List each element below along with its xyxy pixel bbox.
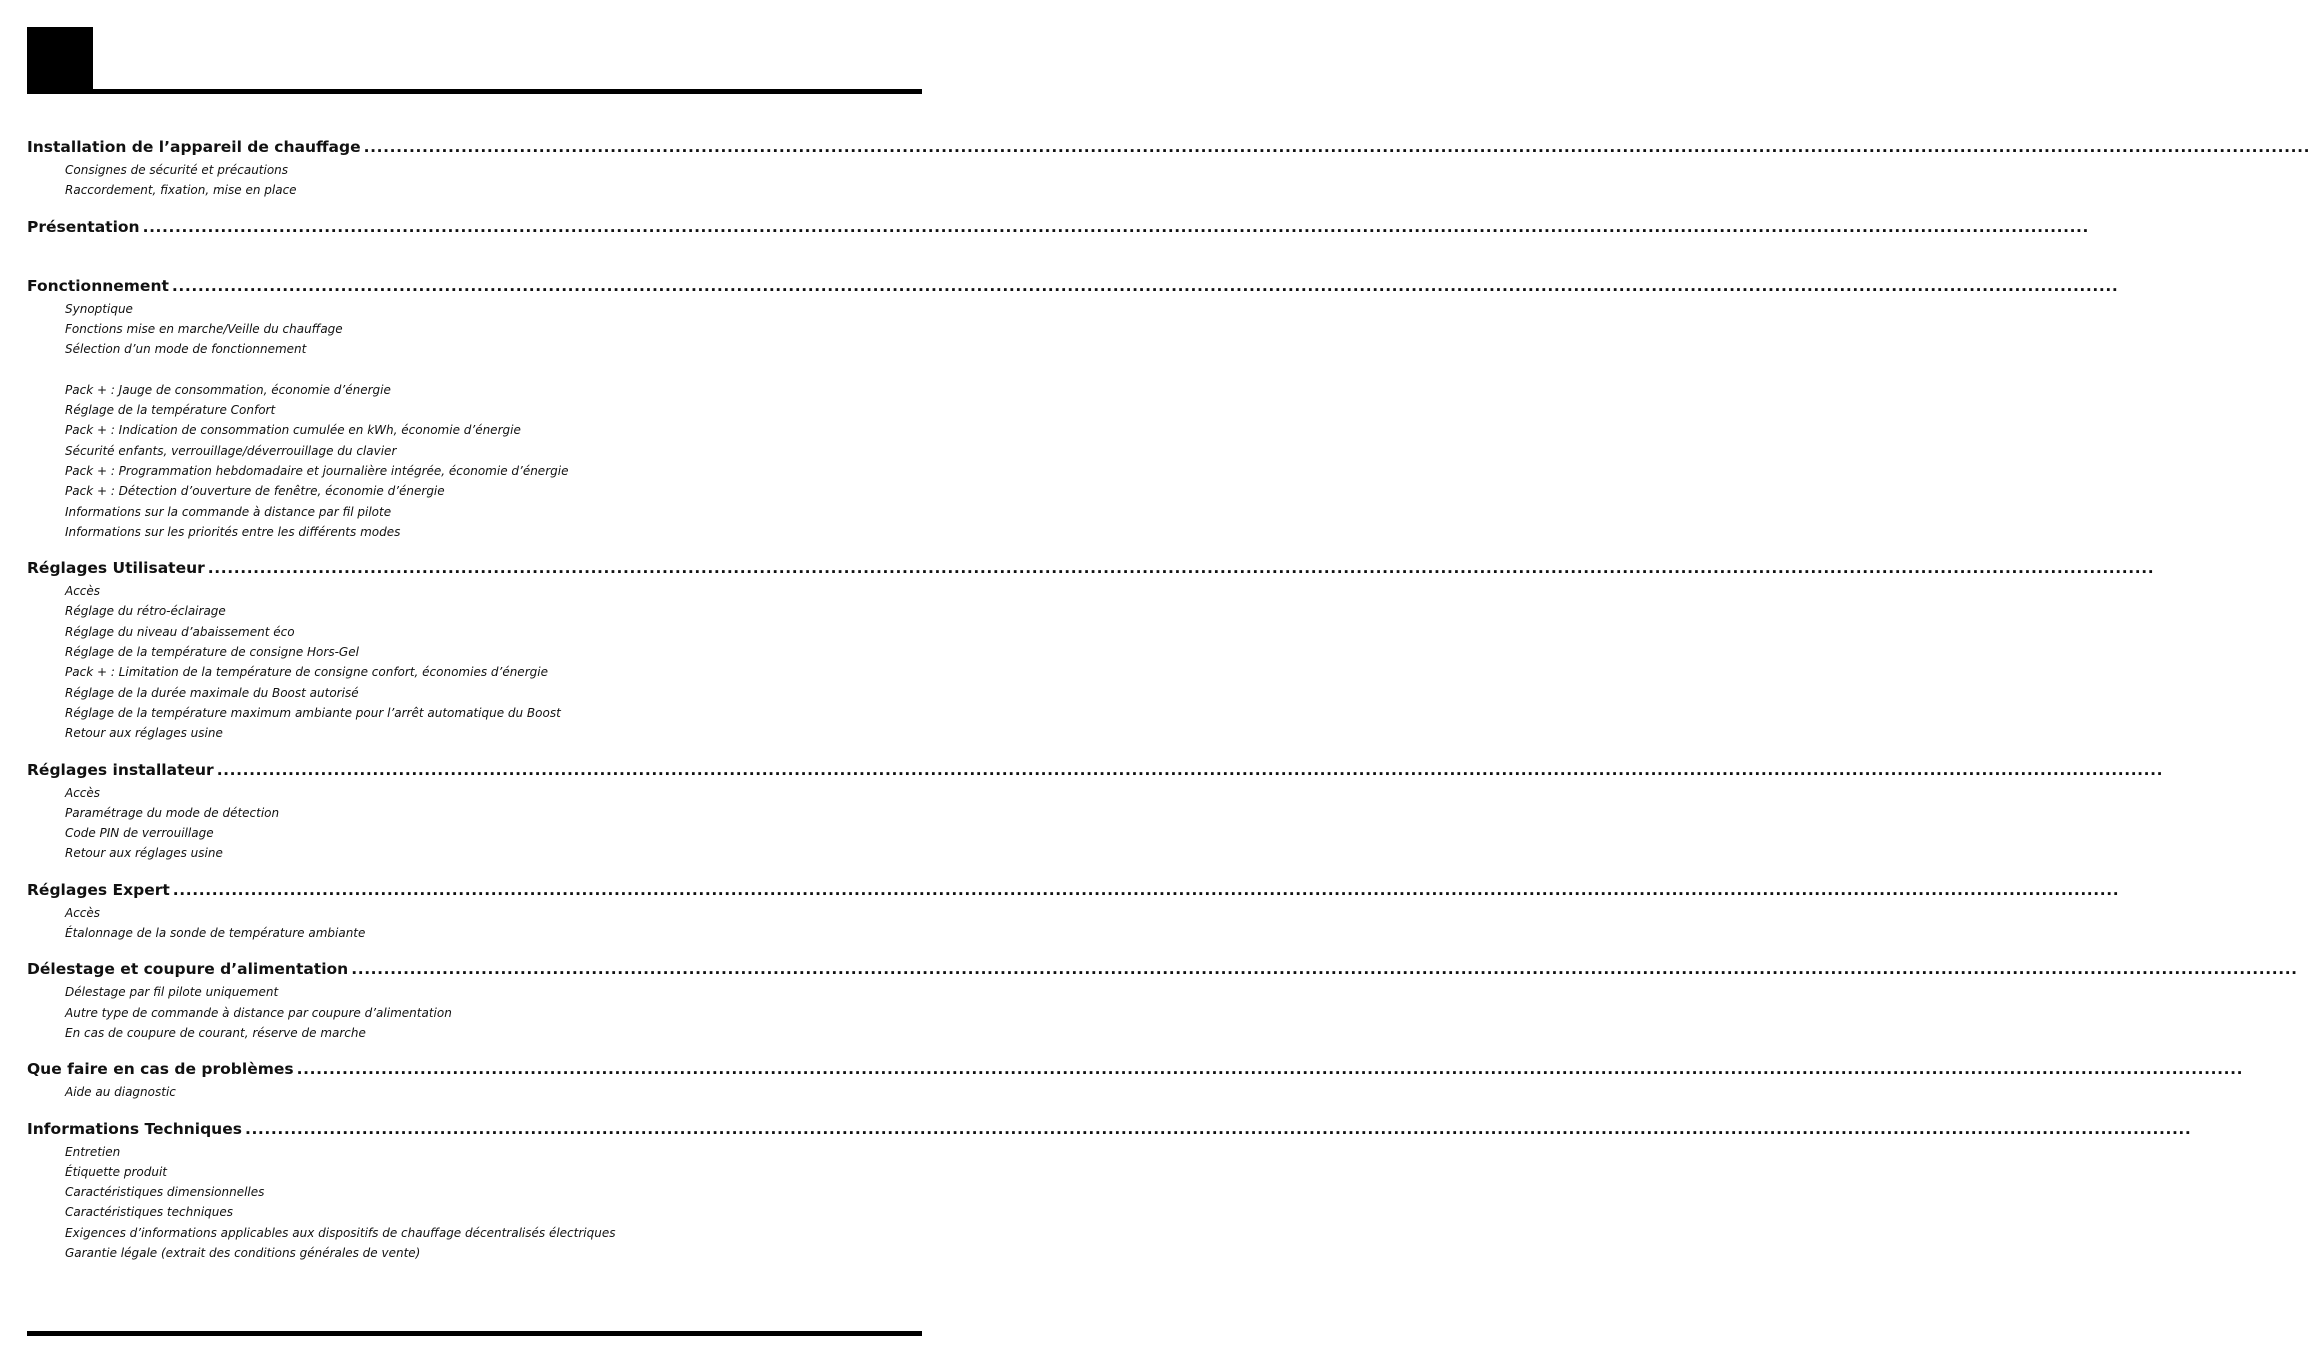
toc-subitem[interactable]: Sélection d’un mode de fonctionnement — [65, 342, 307, 357]
toc-section — [27, 217, 2090, 240]
toc-subitem[interactable]: Synoptique — [65, 301, 133, 316]
toc-spacer — [65, 359, 902, 379]
toc-heading-label: Présentation — [27, 217, 140, 236]
toc-subitem[interactable]: Étalonnage de la sonde de température ambiante — [65, 926, 366, 941]
toc-subitem[interactable]: Pack + : Limitation de la température de consigne confort, économies d’énergie — [65, 665, 548, 680]
toc-subitem[interactable]: Autre type de commande à distance par coupure d’alimentation — [65, 1005, 452, 1020]
toc-subitem[interactable]: Retour aux réglages usine — [65, 726, 223, 741]
toc-subitem[interactable]: Accès — [65, 905, 101, 920]
toc-heading[interactable] — [27, 276, 2119, 299]
toc-subitem[interactable]: Accès — [65, 584, 101, 599]
toc-subitem[interactable]: Caractéristiques techniques — [65, 1205, 234, 1220]
toc-subitem[interactable]: Garantie légale (extrait des conditions générales de vente) — [65, 1245, 421, 1260]
toc-heading[interactable] — [27, 1119, 2192, 1142]
toc-heading-label: Délestage et coupure d’alimentation — [27, 960, 349, 979]
toc-section — [27, 1060, 2244, 1102]
toc-heading[interactable] — [27, 760, 2164, 783]
toc-heading[interactable] — [27, 217, 2090, 240]
toc-subitem[interactable]: Réglage de la température maximum ambiante pour l’arrêt automatique du Boost — [65, 705, 561, 720]
toc-heading-label: Réglages installateur — [27, 760, 214, 779]
toc-subitem[interactable]: Pack + : Jauge de consommation, économie d’énergie — [65, 382, 391, 397]
dot-leader: ............................................................................................................................................................................................................................................................................................................ — [363, 138, 2310, 156]
header-rule — [27, 89, 922, 94]
toc-section — [27, 880, 2120, 944]
toc-subitem[interactable]: Réglage de la température Confort — [65, 403, 276, 418]
toc-subitem[interactable]: Réglage de la durée maximale du Boost autorisé — [65, 685, 359, 700]
toc-subitems — [27, 1142, 902, 1264]
toc-section — [27, 276, 2119, 543]
toc-heading[interactable] — [27, 138, 2310, 160]
toc-subitems — [27, 1082, 902, 1102]
toc-subitem[interactable]: Fonctions mise en marche/Veille du chauffage — [65, 321, 343, 336]
toc-heading-label: Fonctionnement — [27, 276, 169, 295]
dot-leader: ............................................................................................................................................................................................................................................................................................................ — [142, 217, 2090, 236]
toc-subitem[interactable]: Paramétrage du mode de détection — [65, 805, 280, 820]
toc-section — [27, 760, 2164, 864]
dot-leader: ............................................................................................................................................................................................................................................................................................................ — [351, 960, 2298, 979]
toc-subitem[interactable]: Entretien — [65, 1144, 121, 1159]
toc-subitem[interactable]: Réglage du rétro-éclairage — [65, 604, 226, 619]
toc-subitems — [27, 299, 902, 543]
toc-heading[interactable] — [27, 1060, 2244, 1082]
toc-subitem[interactable]: Consignes de sécurité et précautions — [65, 163, 289, 177]
toc-subitem[interactable]: Réglage du niveau d’abaissement éco — [65, 624, 295, 639]
toc-heading[interactable] — [27, 960, 2298, 982]
dot-leader: ............................................................................................................................................................................................................................................................................................................ — [171, 276, 2119, 295]
dot-leader: ............................................................................................................................................................................................................................................................................................................ — [296, 1060, 2244, 1079]
dot-leader: ............................................................................................................................................................................................................................................................................................................ — [244, 1119, 2192, 1138]
toc-subitem[interactable]: Étiquette produit — [65, 1164, 167, 1179]
toc-subitem[interactable]: Sécurité enfants, verrouillage/déverrouillage du clavier — [65, 443, 397, 458]
toc-heading[interactable] — [27, 559, 2155, 581]
toc-heading-label: Réglages Utilisateur — [27, 559, 205, 578]
toc-subitem[interactable]: Aide au diagnostic — [65, 1085, 176, 1100]
toc-subitems — [27, 903, 902, 944]
toc-heading[interactable] — [27, 880, 2120, 903]
toc-subitem[interactable]: Exigences d’informations applicables aux dispositifs de chauffage décentralisés électriques — [65, 1225, 616, 1240]
toc-subitem[interactable]: Informations sur les priorités entre les différents modes — [65, 524, 401, 539]
toc-section — [27, 138, 2310, 201]
table-of-contents — [27, 138, 2310, 1263]
toc-subitem[interactable]: Code PIN de verrouillage — [65, 826, 214, 841]
dot-leader: ............................................................................................................................................................................................................................................................................................................ — [172, 880, 2120, 899]
toc-subitem[interactable]: Raccordement, fixation, mise en place — [65, 183, 297, 198]
toc-subitems — [27, 581, 902, 743]
footer-rule — [27, 1331, 922, 1336]
toc-subitem[interactable]: En cas de coupure de courant, réserve de marche — [65, 1025, 366, 1040]
toc-subitem[interactable]: Réglage de la température de consigne Hors-Gel — [65, 645, 359, 660]
toc-heading-label: Installation de l’appareil de chauffage — [27, 138, 361, 156]
dot-leader: ............................................................................................................................................................................................................................................................................................................ — [216, 760, 2164, 779]
toc-subitems — [27, 982, 902, 1043]
toc-subitem[interactable]: Caractéristiques dimensionnelles — [65, 1185, 265, 1200]
toc-subitem[interactable]: Informations sur la commande à distance par fil pilote — [65, 504, 392, 519]
toc-subitem[interactable]: Pack + : Détection d’ouverture de fenêtre, économie d’énergie — [65, 484, 445, 499]
toc-subitem[interactable]: Pack + : Programmation hebdomadaire et journalière intégrée, économie d’énergie — [65, 463, 569, 478]
dot-leader: ............................................................................................................................................................................................................................................................................................................ — [207, 559, 2155, 578]
toc-subitem[interactable]: Délestage par fil pilote uniquement — [65, 985, 279, 1000]
toc-heading-label: Informations Techniques — [27, 1119, 242, 1138]
toc-section — [27, 1119, 2192, 1264]
toc-section — [27, 559, 2155, 743]
toc-subitem[interactable]: Pack + : Indication de consommation cumulée en kWh, économie d’énergie — [65, 423, 521, 438]
corner-block — [27, 27, 93, 93]
toc-heading-label: Que faire en cas de problèmes — [27, 1060, 294, 1079]
toc-subitems — [27, 783, 902, 864]
toc-heading-label: Réglages Expert — [27, 880, 170, 899]
toc-subitem[interactable]: Retour aux réglages usine — [65, 846, 223, 861]
toc-subitem[interactable]: Accès — [65, 785, 101, 800]
toc-subitems — [27, 160, 902, 201]
toc-section — [27, 960, 2298, 1043]
